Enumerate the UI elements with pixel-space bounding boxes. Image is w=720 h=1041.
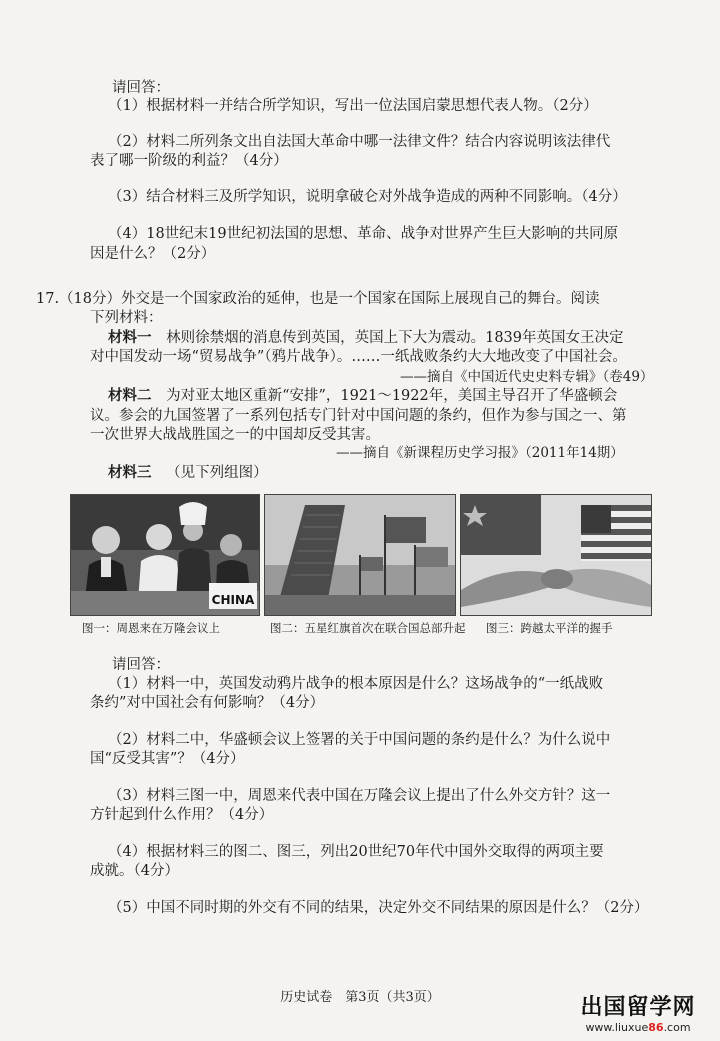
material-2-text: 为对亚太地区重新“安排”，1921～1922年，美国主导召开了华盛顿会 [166,388,618,404]
question-a4-line1: （4）18世纪末19世纪初法国的思想、革命、战争对世界产生巨大影响的共同原 [108,226,619,242]
q17-1-line1: （1）材料一中，英国发动鸦片战争的根本原因是什么？这场战争的“一纸战败 [108,676,604,692]
q17-2-line2: 国“反受其害”？（4分） [90,751,245,767]
material-2-line3: 一次世界大战战胜国之一的中国却反受其害。 [90,427,380,443]
page-footer: 历史试卷 第3页（共3页） [280,990,440,1005]
question-a2-line1: （2）材料二所列条文出自法国大革命中哪一法律文件？结合内容说明该法律代 [108,134,611,150]
material-2 [108,386,617,406]
watermark-url: www.liuxue86.com [585,1021,691,1034]
material-1 [108,328,624,348]
q17-5: （5）中国不同时期的外交有不同的结果，决定外交不同结果的原因是什么？（2分） [108,900,649,916]
photo-un-flag [264,494,456,616]
q17-3-line1: （3）材料三图一中，周恩来代表中国在万隆会议上提出了什么外交方针？这一 [108,788,611,804]
material-3-text: （见下列组图） [166,465,268,481]
material-1-line2: 对中国发动一场“贸易战争”（鸦片战争）。……一纸战败条约大大地改变了中国社会。 [90,349,627,365]
photo-handshake [460,494,652,616]
q17-intro-line2: 下列材料： [90,310,163,326]
site-watermark [564,995,712,1035]
material-1-text: 林则徐禁烟的消息传到英国，英国上下大为震动。1839年英国女王决定 [166,330,624,346]
q17-3-line2: 方针起到什么作用？（4分） [90,807,274,823]
material-3 [108,463,268,483]
q17-4-line2: 成就。（4分） [90,863,179,879]
material-2-line2: 议。参会的九国签署了一系列包括专门针对中国问题的条约，但作为参与国之一、第 [90,408,627,424]
caption-photo-1: 图一：周恩来在万隆会议上 [82,621,220,635]
q17-4-line1: （4）根据材料三的图二、图三，列出20世纪70年代中国外交取得的两项主要 [108,844,604,860]
q17-2-line1: （2）材料二中，华盛顿会议上签署的关于中国问题的条约是什么？为什么说中 [108,732,611,748]
watermark-name: 出国留学网 [580,995,696,1020]
q17-intro-line1: 17.（18分）外交是一个国家政治的延伸，也是一个国家在国际上展现自己的舞台。阅读 [36,291,600,307]
question-a2-line2: 表了哪一阶级的利益？（4分） [90,153,288,169]
material-2-label: 材料二 [108,387,152,404]
question-a4-line2: 因是什么？（2分） [90,246,216,262]
answer-prompt: 请回答： [112,80,170,96]
question-a3: （3）结合材料三及所学知识，说明拿破仑对外战争造成的两种不同影响。（4分） [108,189,627,205]
material-2-source: ——摘自《新课程历史学习报》（2011年14期） [336,445,624,461]
material-3-label: 材料三 [108,464,152,481]
caption-photo-2: 图二：五星红旗首次在联合国总部升起 [270,621,466,635]
question-a1: （1）根据材料一并结合所学知识，写出一位法国启蒙思想代表人物。（2分） [108,98,598,114]
material-1-source: ——摘自《中国近代史史料专辑》（卷49） [400,369,654,385]
q17-answer-prompt: 请回答： [112,657,170,673]
photo-sign-text: CHINA [211,593,255,607]
q17-1-line2: 条约”对中国社会有何影响？（4分） [90,695,325,711]
material-1-label: 材料一 [108,329,152,346]
caption-photo-3: 图三：跨越太平洋的握手 [486,621,613,635]
photo-bandung-conference [70,494,260,616]
